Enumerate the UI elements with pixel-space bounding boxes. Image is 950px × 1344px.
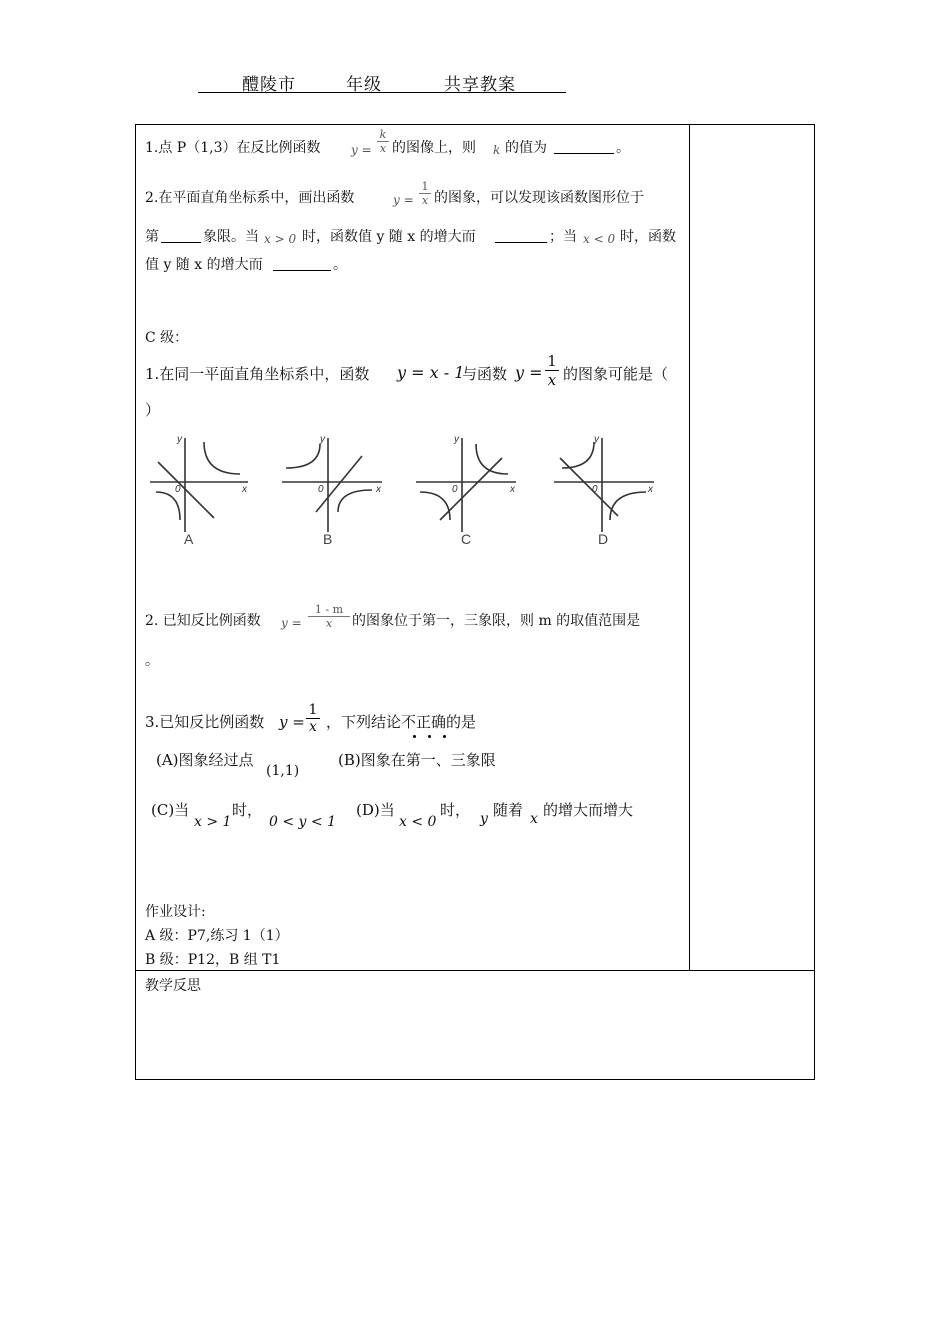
header-title: 共享教案 xyxy=(444,75,516,95)
c-q3-option-c[interactable]: (C)当 xyxy=(151,801,190,819)
c-q3-option-d[interactable]: (D)当 xyxy=(356,801,395,819)
c-q3-eq: y = xyxy=(279,713,305,731)
b-q2-line2-e: 时，函数 xyxy=(620,229,676,245)
emphasis-dot xyxy=(413,735,416,738)
graph-a-x-label: x xyxy=(242,484,247,495)
c-q2-num: 1 - m xyxy=(314,603,344,616)
graph-a-hyperbola-q3 xyxy=(156,492,180,520)
c-q3-fraction xyxy=(306,702,320,735)
b-q2-fraction xyxy=(419,180,431,207)
graph-label-c: C xyxy=(461,531,472,547)
graph-a[interactable] xyxy=(150,438,248,532)
b-q1-num: k xyxy=(379,128,387,141)
c-q3-prefix: 3.已知反比例函数 xyxy=(145,713,265,731)
b-q2-trend-blank-2[interactable] xyxy=(273,256,331,276)
b-q2-line3-a: 值 y 随 x 的增大而 xyxy=(145,257,263,273)
c-q3-option-d-txt: 随着 xyxy=(493,801,524,819)
graph-c-line xyxy=(440,458,502,520)
b-q2-quadrant-blank[interactable] xyxy=(161,228,201,248)
table-column-divider xyxy=(689,124,690,970)
b-q2-cond2: x < 0 xyxy=(583,232,616,246)
c-q2-prefix: 2. 已知反比例函数 xyxy=(145,613,261,629)
b-q2-line2-d: ；当 xyxy=(549,229,577,245)
emphasis-dot xyxy=(428,735,431,738)
b-q1-answer-blank[interactable] xyxy=(554,139,614,159)
c-q3-option-c-range: 0 < y < 1 xyxy=(269,814,336,830)
table-row-divider xyxy=(135,970,815,971)
c-q2-eq: y = xyxy=(281,616,302,630)
b-q1-var: k xyxy=(493,143,501,157)
b-q2-num: 1 xyxy=(421,180,429,193)
graph-d-hyperbola-q4 xyxy=(610,492,646,520)
b-q1-mid: 的图像上，则 xyxy=(392,140,476,156)
b-q2-eq: y = xyxy=(393,193,414,207)
graph-b-hyperbola-q2 xyxy=(286,444,320,468)
c-q3-option-d-x: x xyxy=(530,811,538,827)
graph-a-line xyxy=(158,462,214,518)
graph-label-a: A xyxy=(184,531,194,547)
c-q2-suffix: 的图象位于第一，三象限，则 m 的取值范围是 xyxy=(352,613,641,629)
c-q3-option-d-y: y xyxy=(480,811,488,827)
c-level-label: C 级： xyxy=(145,330,189,346)
c-q3-option-a-point: (1,1) xyxy=(266,763,300,779)
b-q2-line1-suffix: 的图象，可以发现该函数图形位于 xyxy=(434,190,644,206)
graph-label-d: D xyxy=(598,531,609,547)
homework-title: 作业设计: xyxy=(145,904,206,920)
b-q2-trend-blank-1[interactable] xyxy=(495,228,547,248)
c-q3-option-d-cond: x < 0 xyxy=(399,814,437,830)
header-city: 醴陵市 xyxy=(242,75,296,95)
reflection-title: 教学反思 xyxy=(145,978,201,994)
graph-a-y-label: y xyxy=(177,434,182,445)
graph-d-x-label: x xyxy=(648,484,653,495)
graph-b[interactable] xyxy=(282,438,382,532)
c-q3-option-a[interactable]: (A)图象经过点 xyxy=(156,751,254,769)
graph-c-hyperbola-q1 xyxy=(476,444,508,474)
graph-a-hyperbola-q1 xyxy=(204,442,240,474)
graph-b-y-label: y xyxy=(320,434,325,445)
header-grade: 年级 xyxy=(346,75,382,95)
b-q1-prefix: 1.点 P（1,3）在反比例函数 xyxy=(145,140,321,156)
b-q2-line2-b: 象限。当 xyxy=(203,229,259,245)
c-q2-fraction xyxy=(308,603,350,630)
c-q1-eq2: y = xyxy=(515,363,543,382)
b-q1-den: x xyxy=(377,141,389,155)
c-q3-option-d-end: 的增大而增大 xyxy=(543,801,634,819)
c-q3-option-b[interactable]: (B)图象在第一、三象限 xyxy=(338,751,496,769)
c-q1-eq1: y = x - 1 xyxy=(397,363,465,382)
b-q2-line2-c: 时，函数值 y 随 x 的增大而 xyxy=(302,229,476,245)
c-q1-num: 1 xyxy=(547,352,557,370)
c-q3-option-c-mid: 时， xyxy=(232,801,263,819)
c-q2-end: 。 xyxy=(145,653,159,669)
graph-d-origin: 0 xyxy=(592,484,598,495)
graph-c[interactable] xyxy=(416,438,516,532)
b-q1-suffix: 的值为 xyxy=(505,140,547,156)
graph-d-line xyxy=(560,458,618,516)
c-q1-mid: 与函数 xyxy=(462,365,508,383)
c-q2-den: x xyxy=(308,616,350,630)
homework-b: B 级：P12，B 组 T1 xyxy=(145,952,281,968)
b-q1-end: 。 xyxy=(616,140,630,156)
c-q1-den: x xyxy=(545,370,559,389)
c-q1-graph-options xyxy=(140,428,680,550)
b-q1-eq: y = xyxy=(351,143,372,157)
c-q3-suffix: ，下列结论不正确的是 xyxy=(326,713,477,731)
graph-c-x-label: x xyxy=(510,484,515,495)
c-q3-den: x xyxy=(306,718,320,735)
homework-a: A 级：P7,练习 1（1） xyxy=(145,928,289,944)
graph-c-hyperbola-q3 xyxy=(420,492,450,520)
b-q2-line3-b: 。 xyxy=(333,257,347,273)
b-q2-cond1: x > 0 xyxy=(264,232,297,246)
graph-c-y-label: y xyxy=(454,434,459,445)
c-q3-num: 1 xyxy=(308,702,318,718)
graph-b-origin: 0 xyxy=(318,484,324,495)
c-q3-option-d-mid: 时， xyxy=(440,801,471,819)
graph-d[interactable] xyxy=(554,438,654,532)
c-q1-suffix: 的图象可能是（ xyxy=(563,365,669,383)
graph-c-origin: 0 xyxy=(452,484,458,495)
b-q2-line1-prefix: 2.在平面直角坐标系中，画出函数 xyxy=(145,190,355,206)
graph-a-origin: 0 xyxy=(175,484,181,495)
document-header xyxy=(198,70,566,93)
c-q1-prefix: 1.在同一平面直角坐标系中，函数 xyxy=(145,365,370,383)
graph-label-b: B xyxy=(323,531,333,547)
emphasis-dot xyxy=(443,735,446,738)
b-q1-fraction xyxy=(377,128,389,155)
b-q2-den: x xyxy=(419,193,431,207)
graph-b-x-label: x xyxy=(376,484,381,495)
c-q1-fraction xyxy=(545,352,559,389)
graph-d-y-label: y xyxy=(594,434,599,445)
b-q2-line2-a: 第 xyxy=(145,229,159,245)
c-q3-option-c-cond: x > 1 xyxy=(194,814,232,830)
graph-b-hyperbola-q4 xyxy=(338,490,372,512)
c-q1-close: ） xyxy=(145,401,161,419)
